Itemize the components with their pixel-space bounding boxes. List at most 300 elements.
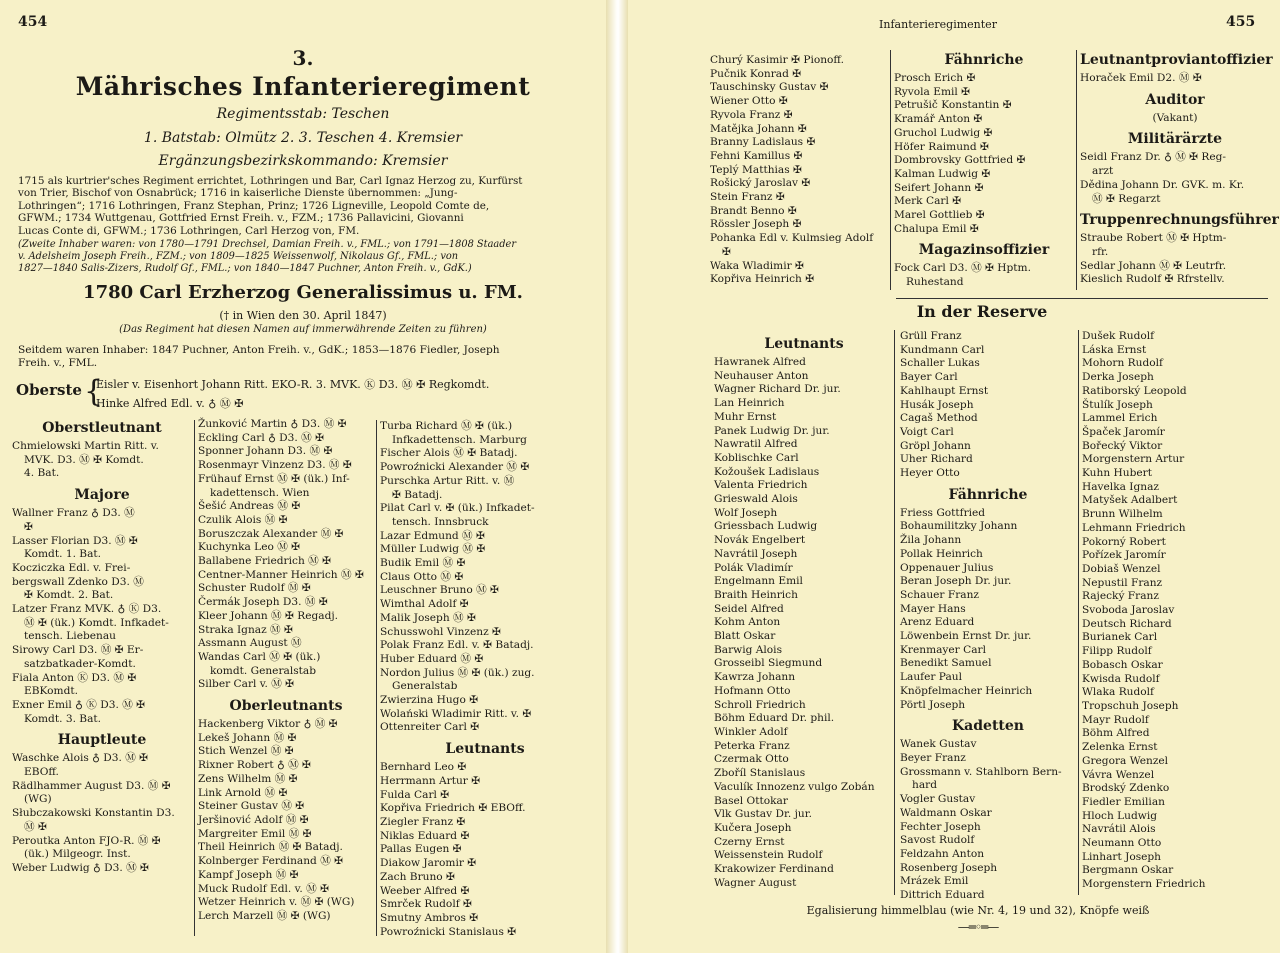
roster-entry: Silber Carl v. Ⓜ ✠ xyxy=(198,678,295,691)
roster-entry: Arenz Eduard xyxy=(900,616,975,629)
roster-entry: Polak Franz Edl. v. ✠ Batadj. xyxy=(380,639,534,652)
entry-continuation: komdt. Generalstab xyxy=(210,664,316,677)
section-heading: Majore xyxy=(74,487,130,504)
roster-entry: Fiala Anton Ⓚ D3. Ⓜ ✠ xyxy=(12,671,137,684)
owner-died: († in Wien den 30. April 1847) xyxy=(219,309,387,322)
roster-entry: Zwierzina Hugo ✠ xyxy=(380,694,479,707)
roster-entry: Höfer Raimund ✠ xyxy=(894,140,989,153)
roster-entry: Hofmann Otto xyxy=(714,684,791,697)
roster-entry: Weissenstein Rudolf xyxy=(714,849,823,862)
entry-continuation: (ük.) Milgeogr. Inst. xyxy=(24,848,131,861)
left-page xyxy=(0,0,606,953)
roster-entry: Turba Richard Ⓜ ✠ (ük.) xyxy=(380,420,513,432)
section-heading: Militärärzte xyxy=(1127,131,1223,148)
roster-entry: Grüll Franz xyxy=(900,330,962,342)
roster-entry: Herrmann Artur ✠ xyxy=(380,774,481,787)
owner-note: (Das Regiment hat diesen Namen auf immerwährende Zeiten zu führen) xyxy=(119,324,487,335)
roster-entry: Pořízek Jaromír xyxy=(1082,549,1166,562)
roster-entry: Griessbach Ludwig xyxy=(714,520,818,533)
roster-entry: Kuchynka Leo Ⓜ ✠ xyxy=(198,541,301,554)
roster-entry: Schroll Friedrich xyxy=(714,698,806,711)
history-line: Lothringen“; 1716 Lothringen, Franz Stephan, Prinz; 1726 Ligneville, Leopold Comte de, xyxy=(18,199,490,212)
section-heading: Hauptleute xyxy=(57,732,147,749)
roster-entry: Fock Carl D3. Ⓜ ✠ Hptm. xyxy=(894,262,1031,275)
history-line: Lucas Conte di, GFWM.; 1736 Lothringen, Carl Herzog von, FM. xyxy=(18,224,360,237)
history-line: 1715 als kurtrier'sches Regiment errichtet, Lothringen und Bar, Carl Ignaz Herzog zu, Kurfürst xyxy=(18,175,523,187)
second-owners-line: (Zweite Inhaber waren: von 1780—1791 Drechsel, Damian Freih. v., FML.; von 1791—1808 Staader xyxy=(18,239,517,250)
roster-entry: Nordon Julius Ⓜ ✠ (ük.) zug. xyxy=(380,666,535,679)
roster-entry: bergswall Zdenko D3. Ⓜ xyxy=(12,575,144,588)
column-divider xyxy=(1078,330,1079,895)
roster-entry: Grieswald Alois xyxy=(714,493,798,506)
roster-entry: Dědina Johann Dr. GVK. m. Kr. xyxy=(1080,178,1245,191)
entry-continuation: Komdt. 1. Bat. xyxy=(24,548,102,561)
roster-entry: Čermák Joseph D3. Ⓜ ✠ xyxy=(198,596,328,609)
roster-entry: Matějka Johann ✠ xyxy=(710,122,807,135)
roster-entry: Kuhn Hubert xyxy=(1082,467,1152,480)
entry-continuation: Generalstab xyxy=(392,680,458,693)
roster-entry: Bohaumilitzky Johann xyxy=(900,520,1018,533)
column-divider xyxy=(890,50,891,290)
roster-entry: Hackenberg Viktor ♁ Ⓜ ✠ xyxy=(198,718,338,731)
roster-entry: Prosch Erich ✠ xyxy=(894,72,976,84)
roster-entry: Kwisda Rudolf xyxy=(1082,672,1160,685)
roster-entry: Leuschner Bruno Ⓜ ✠ xyxy=(380,584,499,597)
roster-entry: Brodský Zdenko xyxy=(1082,782,1170,795)
section-heading: Oberstleutnant xyxy=(42,420,162,436)
reserve-col-3 xyxy=(1082,330,1262,892)
roster-entry: Muhr Ernst xyxy=(714,410,777,423)
roster-entry: Lerch Marzell Ⓜ ✠ (WG) xyxy=(198,909,331,922)
roster-entry: Sirowy Carl D3. Ⓜ ✠ Er- xyxy=(12,644,144,657)
roster-entry: Vlk Gustav Dr. jur. xyxy=(714,808,812,821)
roster-entry: Vávra Wenzel xyxy=(1082,768,1155,781)
column-divider xyxy=(1076,50,1077,290)
roster-entry: Feldzahn Anton xyxy=(900,847,985,860)
roster-entry: Dittrich Eduard xyxy=(900,889,985,902)
roster-entry: Wagner Richard Dr. jur. xyxy=(714,383,841,396)
roster-entry: Navrátil Alois xyxy=(1082,823,1156,836)
roster-entry: Matyšek Adalbert xyxy=(1082,494,1178,507)
entry-continuation: hard xyxy=(912,779,937,792)
roster-entry: Lazar Edmund Ⓜ ✠ xyxy=(380,529,485,542)
roster-entry: Straka Ignaz Ⓜ ✠ xyxy=(198,623,293,636)
roster-entry: Grosseibl Siegmund xyxy=(714,657,823,670)
roster-entry: Brunn Wilhelm xyxy=(1082,508,1163,521)
roster-entry: Rajecký Franz xyxy=(1082,590,1159,603)
roster-entry: Svoboda Jaroslav xyxy=(1082,604,1175,617)
roster-entry: Koblischke Carl xyxy=(714,451,799,464)
roster-entry: Rössler Joseph ✠ xyxy=(710,218,802,231)
entry-continuation: Komdt. 3. Bat. xyxy=(24,712,102,725)
roster-entry: Kramář Anton ✠ xyxy=(894,113,983,126)
roster-entry: Deutsch Richard xyxy=(1082,617,1172,630)
roster-entry: Knöpfelmacher Heinrich xyxy=(900,684,1033,697)
roster-entry: Boruszczak Alexander Ⓜ ✠ xyxy=(198,527,344,540)
roster-entry: Rošický Jaroslav ✠ xyxy=(710,177,811,190)
roster-entry: Bobasch Oskar xyxy=(1082,658,1163,671)
entry-note: (Vakant) xyxy=(1152,111,1198,124)
entry-continuation: EBOff. xyxy=(24,766,59,779)
roster-entry: Powroźnicki Alexander Ⓜ ✠ xyxy=(380,461,530,474)
section-heading: Fähnriche xyxy=(948,486,1028,503)
entry-continuation: ✠ xyxy=(722,245,731,258)
roster-entry: Ryvola Emil ✠ xyxy=(894,85,971,98)
roster-entry: Barwig Alois xyxy=(714,643,783,656)
roster-entry: Seidel Alfred xyxy=(714,602,784,615)
roster-entry: Pallas Eugen ✠ xyxy=(380,843,462,856)
right-col-2 xyxy=(894,46,1074,290)
roster-entry: Basel Ottokar xyxy=(714,794,788,807)
roster-entry: Derka Joseph xyxy=(1082,371,1154,384)
reserve-rule xyxy=(896,298,1268,299)
roster-entry: Rosenmayr Vinzenz D3. Ⓜ ✠ xyxy=(198,459,352,472)
roster-entry: Novák Engelbert xyxy=(714,534,806,547)
reserve-col-2 xyxy=(900,330,1076,903)
roster-entry: Špaček Jaromír xyxy=(1082,425,1165,438)
roster-entry: Šešić Andreas Ⓜ ✠ xyxy=(198,500,301,513)
roster-entry: Beyer Franz xyxy=(900,751,966,764)
roster-entry: Wlaka Rudolf xyxy=(1082,686,1154,699)
roster-entry: Benedikt Samuel xyxy=(900,657,992,670)
roster-entry: Teplý Matthias ✠ xyxy=(710,163,802,176)
section-heading: Fähnriche xyxy=(944,52,1024,68)
roster-entry: Kolnberger Ferdinand Ⓜ ✠ xyxy=(198,855,344,868)
roster-entry: Słubczakowski Konstantin D3. xyxy=(12,807,175,820)
roster-entry: Kundmann Carl xyxy=(900,343,985,356)
roster-entry: Exner Emil ♁ Ⓚ D3. Ⓜ ✠ xyxy=(12,698,146,711)
roster-entry: Fehni Kamillus ✠ xyxy=(710,149,803,162)
entry-continuation: rfr. xyxy=(1092,245,1109,258)
column-divider xyxy=(194,420,195,936)
right-col-1 xyxy=(710,54,888,287)
roster-entry: Vogler Gustav xyxy=(900,793,976,806)
entry-continuation: (WG) xyxy=(24,793,52,806)
roster-entry: Schuster Rudolf Ⓜ ✠ xyxy=(198,582,311,595)
column-divider xyxy=(376,420,377,936)
recruitment-command: Ergänzungsbezirkskommando: Kremsier xyxy=(158,153,448,169)
entry-continuation: Ⓜ ✠ xyxy=(24,820,47,833)
roster-entry: Smrček Rudolf ✠ xyxy=(380,898,472,911)
roster-entry: Linhart Joseph xyxy=(1082,850,1162,863)
roster-entry: Zach Bruno ✠ xyxy=(380,870,455,883)
second-owners-line: v. Adelsheim Joseph Freih., FZM.; von 1809—1825 Weissenwolf, Nikolaus Gf., FML.; von xyxy=(18,251,459,262)
roster-entry: Petrušič Konstantin ✠ xyxy=(894,99,1012,112)
entry-continuation: Ⓜ ✠ (ük.) Komdt. Infkadet- xyxy=(24,616,169,629)
roster-entry: Sponner Johann D3. Ⓜ ✠ xyxy=(198,445,333,458)
roster-entry: Bernhard Leo ✠ xyxy=(380,761,467,774)
roster-entry: Blatt Oskar xyxy=(714,630,776,643)
roster-entry: Kahlhaupt Ernst xyxy=(900,384,989,397)
roster-entry: Polák Vladimír xyxy=(714,561,793,574)
roster-entry: Lehmann Friedrich xyxy=(1082,521,1186,534)
roster-entry: Margreiter Emil Ⓜ ✠ xyxy=(198,827,312,840)
regiment-title: Mährisches Infanterieregiment xyxy=(75,72,531,101)
history-line: GFWM.; 1734 Wuttgenau, Gottfried Ernst Freih. v., FZM.; 1736 Pallavicini, Giovanni xyxy=(18,212,464,225)
roster-entry: Zboříl Stanislaus xyxy=(714,767,806,780)
roster-entry: Wolański Wladimir Ritt. v. ✠ xyxy=(380,707,532,720)
roster-entry: Brandt Benno ✠ xyxy=(710,204,797,217)
roster-entry: Morgenstern Artur xyxy=(1082,453,1185,466)
uniform-footer: Egalisierung himmelblau (wie Nr. 4, 19 und 32), Knöpfe weiß xyxy=(806,904,1150,917)
oberste-label: Oberste xyxy=(16,381,82,399)
roster-entry: Morgenstern Friedrich xyxy=(1082,878,1206,891)
since-owners xyxy=(18,344,584,369)
roster-entry: Tropschuh Joseph xyxy=(1082,699,1179,712)
roster-entry: Uher Richard xyxy=(900,453,973,466)
regiment-number: 3. xyxy=(292,46,314,70)
roster-entry: Winkler Adolf xyxy=(714,725,788,738)
roster-entry: Wimthal Adolf ✠ xyxy=(380,598,469,611)
roster-entry: Fulda Carl ✠ xyxy=(380,788,450,801)
page-number: 454 xyxy=(18,14,48,30)
roster-entry: Diakow Jaromir ✠ xyxy=(380,857,477,870)
second-owners-line: 1827—1840 Salis-Zizers, Rudolf Gf., FML.; von 1840—1847 Puchner, Anton Freih. v., GdK.) xyxy=(18,263,472,274)
entry-continuation: ✠ Komdt. 2. Bat. xyxy=(24,589,114,602)
roster-entry: Mrázek Emil xyxy=(900,875,969,888)
roster-entry: Malik Joseph Ⓜ ✠ xyxy=(380,611,476,624)
roster-entry: Zens Wilhelm Ⓜ ✠ xyxy=(198,772,298,785)
roster-entry: Wetzer Heinrich v. Ⓜ ✠ (WG) xyxy=(198,896,355,909)
roster-entry: Gregora Wenzel xyxy=(1082,754,1169,767)
roster-entry: Centner-Manner Heinrich Ⓜ ✠ xyxy=(198,568,364,581)
roster-entry: Stein Franz ✠ xyxy=(710,191,785,204)
roster-entry: Branny Ladislaus ✠ xyxy=(710,136,816,149)
column-divider xyxy=(894,330,895,895)
roster-entry: Czerny Ernst xyxy=(714,835,785,848)
section-heading: Truppenrechnungsführer xyxy=(1080,212,1279,229)
roster-entry: Rädlhammer August D3. Ⓜ ✠ xyxy=(12,779,171,792)
roster-entry: Kohm Anton xyxy=(714,616,781,629)
entry-continuation: tensch. Liebenau xyxy=(24,630,116,643)
roster-entry: Steiner Gustav Ⓜ ✠ xyxy=(198,800,305,813)
roster-entry: Bayer Carl xyxy=(900,371,958,384)
roster-entry: Eckling Carl ♁ D3. Ⓜ ✠ xyxy=(198,431,324,444)
roster-entry: Ballabene Friedrich Ⓜ ✠ xyxy=(198,555,331,568)
roster-entry: Voigt Carl xyxy=(900,425,954,438)
roster-entry: Czermak Otto xyxy=(714,753,789,766)
roster-entry: Powroźnicki Stanislaus ✠ xyxy=(380,925,517,938)
roster-entry: Kučera Joseph xyxy=(714,821,792,834)
roster-entry: Nepustil Franz xyxy=(1082,576,1163,589)
roster-entry: Valenta Friedrich xyxy=(714,479,808,492)
roster-entry: Peterka Franz xyxy=(714,739,790,752)
reserve-title: In der Reserve xyxy=(916,302,1048,321)
roster-entry: Neumann Otto xyxy=(1082,837,1162,850)
roster-entry: Beran Joseph Dr. jur. xyxy=(900,575,1012,588)
roster-entry: Merk Carl ✠ xyxy=(894,195,962,208)
entry-continuation: kadettensch. Wien xyxy=(210,486,310,499)
roster-entry: Nawratil Alfred xyxy=(714,438,798,451)
entry-continuation: satzbatkader-Komdt. xyxy=(24,657,136,670)
roster-entry: Zelenka Ernst xyxy=(1082,741,1158,754)
roster-entry: Oppenauer Julius xyxy=(900,561,994,574)
roster-entry: Wallner Franz ♁ D3. Ⓜ xyxy=(12,507,135,520)
running-head: Infanterieregimenter xyxy=(879,18,997,31)
roster-entry: Peroutka Anton FJO-R. Ⓜ ✠ xyxy=(12,834,161,847)
roster-entry: Jeršinović Adolf Ⓜ ✠ xyxy=(198,813,309,826)
roster-entry: Ratiborský Leopold xyxy=(1082,384,1187,397)
roster-entry: Waschke Alois ♁ D3. Ⓜ ✠ xyxy=(12,752,149,765)
roster-entry: Czulik Alois Ⓜ ✠ xyxy=(198,513,288,526)
roster-entry: Purschka Artur Ritt. v. Ⓜ xyxy=(380,474,515,487)
roster-entry: Lan Heinrich xyxy=(714,397,785,410)
roster-entry: Lammel Erich xyxy=(1082,412,1158,425)
roster-entry: Štulík Joseph xyxy=(1082,398,1153,411)
entry-continuation: ✠ Batadj. xyxy=(392,488,443,501)
roster-entry: Schauer Franz xyxy=(900,588,979,601)
roster-entry: Schusswohl Vinzenz ✠ xyxy=(380,625,501,638)
roster-entry: Seidl Franz Dr. ♁ Ⓜ ✠ Reg- xyxy=(1080,151,1227,164)
roster-entry: Huber Eduard Ⓜ ✠ xyxy=(380,652,484,665)
roster-entry: Ryvola Franz ✠ xyxy=(710,108,793,121)
left-col-1 xyxy=(12,414,192,876)
roster-entry: Gruchol Ludwig ✠ xyxy=(894,126,993,139)
roster-entry: Friess Gottfried xyxy=(900,506,986,519)
roster-entry: Waka Wladimir ✠ xyxy=(710,259,804,272)
roster-entry: Vaculík Innozenz vulgo Zobán xyxy=(714,780,875,793)
roster-entry: Budik Emil Ⓜ ✠ xyxy=(380,557,466,570)
section-heading: Auditor xyxy=(1145,91,1205,108)
roster-entry: Pučnik Konrad ✠ xyxy=(710,67,802,80)
roster-entry: Kopřiva Heinrich ✠ xyxy=(710,273,815,286)
roster-entry: Pörtl Joseph xyxy=(900,698,966,711)
roster-entry: Krenmayer Carl xyxy=(900,643,986,656)
regiment-staff: Regimentsstab: Teschen xyxy=(216,106,390,122)
ornament-divider: —═◦═— xyxy=(957,920,999,934)
page-number: 455 xyxy=(1226,14,1256,30)
roster-entry: Rosenberg Joseph xyxy=(900,861,998,874)
roster-entry: Claus Otto Ⓜ ✠ xyxy=(380,570,464,583)
roster-entry: Pohanka Edl v. Kulmsieg Adolf xyxy=(710,232,874,245)
entry-continuation: Infkadettensch. Marburg xyxy=(392,433,527,446)
roster-entry: Krakowizer Ferdinand xyxy=(714,863,834,876)
roster-entry: Braith Heinrich xyxy=(714,588,798,601)
roster-entry: Stich Wenzel Ⓜ ✠ xyxy=(198,745,294,758)
roster-entry: Fischer Alois Ⓜ ✠ Batadj. xyxy=(380,447,518,460)
history-text xyxy=(18,175,584,237)
entry-continuation: arzt xyxy=(1092,165,1114,178)
section-heading: Magazinsoffizier xyxy=(918,242,1050,259)
roster-entry: Niklas Eduard ✠ xyxy=(380,829,470,842)
history-line: von Trier, Bischof von Osnabrück; 1716 in kaiserliche Dienste übernommen: „Jung- xyxy=(18,187,458,200)
roster-entry: Wiener Otto ✠ xyxy=(710,95,788,108)
roster-entry: Weber Ludwig ♁ D3. Ⓜ ✠ xyxy=(12,861,149,874)
roster-entry: Dombrovsky Gottfried ✠ xyxy=(894,154,1026,167)
roster-entry: Seifert Johann ✠ xyxy=(894,181,984,194)
section-heading: Kadetten xyxy=(952,718,1024,735)
entry-continuation: 4. Bat. xyxy=(24,467,60,480)
entry-continuation: Ruhestand xyxy=(906,276,964,289)
roster-entry: Bořecký Viktor xyxy=(1082,439,1163,452)
roster-entry: Burianek Carl xyxy=(1082,631,1158,644)
roster-entry: Fiedler Emilian xyxy=(1082,795,1165,808)
since-owners-line: Freih. v., FML. xyxy=(18,356,98,369)
roster-entry: Žunković Martin ♁ D3. Ⓜ ✠ xyxy=(198,418,347,430)
left-col-2 xyxy=(198,418,374,924)
battalion-staff: 1. Batstab: Olmütz 2. 3. Teschen 4. Kremsier xyxy=(143,130,463,146)
roster-entry: Grossmann v. Stahlborn Bern- xyxy=(900,765,1062,778)
roster-entry: Rixner Robert ♁ Ⓜ ✠ xyxy=(198,759,311,772)
roster-entry: Kocziczka Edl. v. Frei- xyxy=(12,561,131,574)
roster-entry: Ottenreiter Carl ✠ xyxy=(380,721,480,734)
roster-entry: Waldmann Oskar xyxy=(900,806,992,819)
reserve-col-1 xyxy=(714,330,894,890)
roster-entry: Havelka Ignaz xyxy=(1082,480,1159,493)
entry-continuation: MVK. D3. Ⓜ ✠ Komdt. xyxy=(24,453,144,466)
second-owners xyxy=(18,239,584,275)
roster-entry: Wandas Carl Ⓜ ✠ (ük.) xyxy=(198,650,321,663)
roster-entry: Láska Ernst xyxy=(1082,343,1147,356)
roster-entry: Böhm Alfred xyxy=(1082,727,1150,740)
roster-entry: Müller Ludwig Ⓜ ✠ xyxy=(380,543,486,556)
roster-entry: Fechter Joseph xyxy=(900,820,981,833)
roster-entry: Husák Joseph xyxy=(900,398,974,411)
roster-entry: Kleer Johann Ⓜ ✠ Regadj. xyxy=(198,609,339,622)
entry-continuation: tensch. Innsbruck xyxy=(392,515,489,528)
roster-entry: Kalman Ludwig ✠ xyxy=(894,167,991,180)
roster-entry: Kopřiva Friedrich ✠ EBOff. xyxy=(380,802,526,815)
roster-entry: Gröpl Johann xyxy=(900,439,971,452)
roster-entry: Dušek Rudolf xyxy=(1082,330,1155,342)
entry-continuation: Ⓜ ✠ Regarzt xyxy=(1092,192,1161,205)
roster-entry: Weeber Alfred ✠ xyxy=(380,884,470,897)
oberste-list xyxy=(96,375,489,413)
roster-entry: Mohorn Rudolf xyxy=(1082,357,1163,370)
roster-entry: Churý Kasimir ✠ Pionoff. xyxy=(710,54,844,66)
entry-continuation: ✠ xyxy=(24,520,33,533)
left-col-3 xyxy=(380,420,590,939)
roster-entry: Wagner August xyxy=(714,876,797,889)
section-heading: Leutnants xyxy=(445,741,525,758)
roster-entry: Neuhauser Anton xyxy=(714,369,809,382)
roster-entry: Latzer Franz MVK. ♁ Ⓚ D3. xyxy=(12,603,162,616)
roster-entry: Savost Rudolf xyxy=(900,834,975,847)
roster-entry: Assmann August Ⓜ xyxy=(198,637,302,650)
roster-entry: Löwenbein Ernst Dr. jur. xyxy=(900,630,1032,643)
roster-entry: Kieslich Rudolf ✠ Rfrstellv. xyxy=(1080,273,1225,286)
roster-entry: Ziegler Franz ✠ xyxy=(380,815,466,828)
roster-entry: Kožoušek Ladislaus xyxy=(714,465,820,478)
roster-entry: Hloch Ludwig xyxy=(1082,809,1158,822)
roster-entry: Navrátil Joseph xyxy=(714,547,798,560)
roster-entry: Kampf Joseph Ⓜ ✠ xyxy=(198,868,299,881)
since-owners-line: Seitdem waren Inhaber: 1847 Puchner, Anton Freih. v., GdK.; 1853—1876 Fiedler, Joseph xyxy=(18,344,500,356)
section-heading: Oberleutnants xyxy=(229,698,343,715)
roster-entry: Tauschinsky Gustav ✠ xyxy=(710,81,829,94)
roster-entry: Cagaš Method xyxy=(900,412,978,425)
roster-entry: Pokorný Robert xyxy=(1082,535,1166,548)
right-col-3 xyxy=(1080,46,1279,287)
roster-entry: Lasser Florian D3. Ⓜ ✠ xyxy=(12,534,138,547)
brace: { xyxy=(84,374,104,409)
owner-title: 1780 Carl Erzherzog Generalissimus u. FM. xyxy=(83,282,523,303)
colonel-entry: Eisler v. Eisenhort Johann Ritt. EKO-R. 3. MVK. Ⓚ D3. Ⓜ ✠ Regkomdt. xyxy=(96,378,490,391)
roster-entry: Marel Gottlieb ✠ xyxy=(894,209,985,222)
roster-entry: Laufer Paul xyxy=(900,671,962,684)
roster-entry: Horaček Emil D2. Ⓜ ✠ xyxy=(1080,72,1202,84)
roster-entry: Smutny Ambros ✠ xyxy=(380,911,479,924)
roster-entry: Sedlar Johann Ⓜ ✠ Leutrfr. xyxy=(1080,259,1227,272)
roster-entry: Engelmann Emil xyxy=(714,575,803,588)
entry-continuation: EBKomdt. xyxy=(24,685,78,698)
roster-entry: Pilat Carl v. ✠ (ük.) Infkadet- xyxy=(380,502,535,515)
section-heading: Leutnantproviantoffizier xyxy=(1080,52,1273,68)
roster-entry: Frühauf Ernst Ⓜ ✠ (ük.) Inf- xyxy=(198,472,350,485)
book-gutter xyxy=(606,0,628,953)
roster-entry: Straube Robert Ⓜ ✠ Hptm- xyxy=(1080,232,1227,245)
colonel-entry: Hinke Alfred Edl. v. ♁ Ⓜ ✠ xyxy=(96,397,244,410)
